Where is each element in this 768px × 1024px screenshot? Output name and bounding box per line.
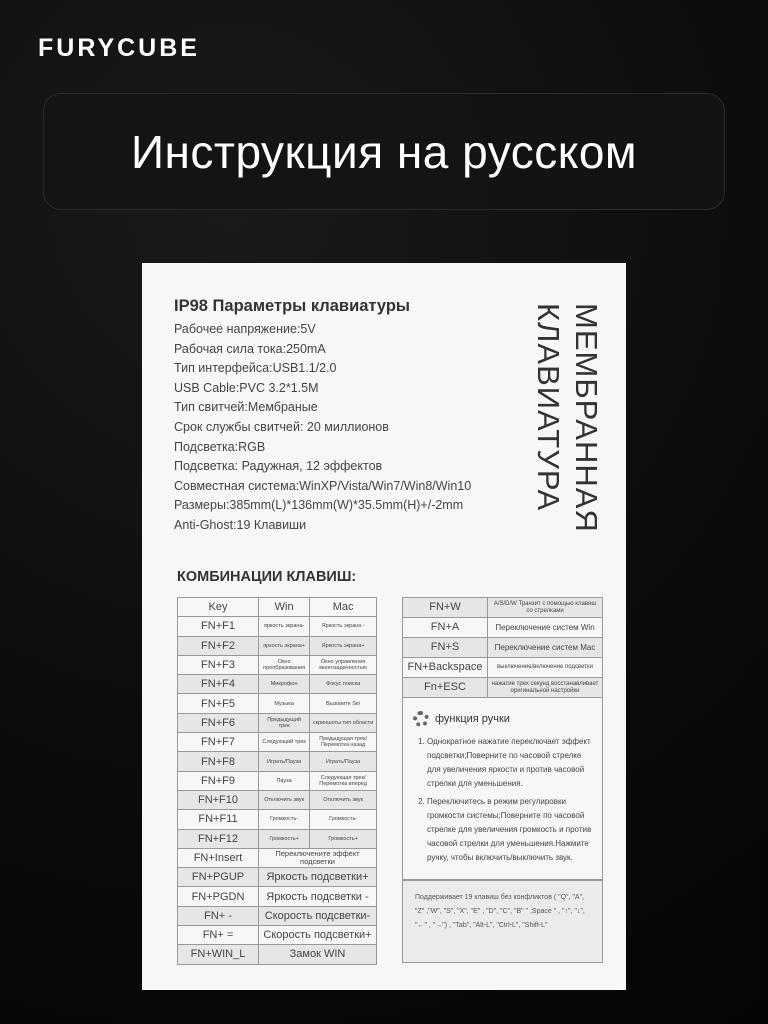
action-cell: Предыдущий трек xyxy=(259,713,310,732)
key-cell: FN+ - xyxy=(178,906,259,925)
action-cell: Яркость подсветки - xyxy=(259,887,377,906)
action-cell: Отключить звук xyxy=(310,790,377,809)
action-cell: Переключение систем Win xyxy=(488,618,603,638)
key-cell: FN+F10 xyxy=(178,790,259,809)
action-cell: Mac xyxy=(310,598,377,617)
action-cell: Громкость+ xyxy=(310,829,377,848)
table-row xyxy=(178,636,377,655)
key-cell: Key xyxy=(178,598,259,617)
combos-heading: КОМБИНАЦИИ КЛАВИШ: xyxy=(177,569,357,585)
key-cell: FN+S xyxy=(403,638,488,658)
key-cell: FN+F6 xyxy=(178,713,259,732)
action-cell: Окно управления многозадачностью xyxy=(310,655,377,674)
vertical-title xyxy=(530,303,610,543)
spec-item: USB Cable:PVC 3.2*1.5M xyxy=(174,380,319,395)
spec-list xyxy=(174,297,471,536)
table-row xyxy=(178,906,377,925)
title-banner xyxy=(43,93,725,210)
spec-item: Срок службы свитчей: 20 миллионов xyxy=(174,419,389,434)
table-row xyxy=(178,945,377,964)
table-row xyxy=(403,618,603,638)
table-row xyxy=(178,829,377,848)
spec-item: Рабочее напряжение:5V xyxy=(174,322,316,336)
table-row xyxy=(403,638,603,658)
action-cell: Играть/Пауза xyxy=(259,752,310,771)
action-cell: Яркость экрана+ xyxy=(310,636,377,655)
key-cell: FN+W xyxy=(403,598,488,618)
key-cell: FN+F5 xyxy=(178,694,259,713)
table-row xyxy=(178,771,377,790)
action-cell: Переключените эффект подсветки xyxy=(259,848,377,867)
table-row xyxy=(178,617,377,636)
table-row xyxy=(178,713,377,732)
action-cell: Играть/Пауза xyxy=(310,752,377,771)
spec-item: Anti-Ghost:19 Клавиши xyxy=(174,517,307,532)
action-cell: Яркость экрана - xyxy=(310,617,377,636)
action-cell: Яркость подсветки+ xyxy=(259,868,377,887)
key-cell: FN+PGDN xyxy=(178,887,259,906)
key-cell: FN+A xyxy=(403,618,488,638)
spec-item: Рабочая сила тока:250mA xyxy=(174,341,326,356)
action-cell: Пауза xyxy=(259,771,310,790)
spec-title: IP98 Параметры клавиатуры xyxy=(174,297,411,315)
key-cell: FN+F9 xyxy=(178,771,259,790)
key-cell: FN+F3 xyxy=(178,655,259,674)
table-row xyxy=(178,868,377,887)
action-cell: яркость экрана+ xyxy=(259,636,310,655)
spec-item: Подсветка:RGB xyxy=(174,439,266,454)
action-cell: Отключить звук xyxy=(259,790,310,809)
key-cell: FN+F2 xyxy=(178,636,259,655)
table-header xyxy=(178,598,377,617)
key-cell: FN+F7 xyxy=(178,733,259,752)
table-row xyxy=(178,887,377,906)
table-row xyxy=(178,752,377,771)
table-row xyxy=(178,694,377,713)
key-cell: FN+F12 xyxy=(178,829,259,848)
knob-section xyxy=(402,697,603,880)
brand-logo: FURYCUBE xyxy=(38,34,200,62)
table-row xyxy=(403,598,603,618)
action-cell: Музыка xyxy=(259,694,310,713)
table-row xyxy=(178,926,377,945)
spec-item: Подсветка: Радужная, 12 эффектов xyxy=(174,459,383,474)
action-cell: Переключение систем Mac xyxy=(488,638,603,658)
table-row xyxy=(403,658,603,678)
key-cell: FN+PGUP xyxy=(178,868,259,887)
key-cell: FN+ = xyxy=(178,926,259,945)
action-cell: Скорость подсветки+ xyxy=(259,926,377,945)
key-cell: FN+F8 xyxy=(178,752,259,771)
action-cell: скриншоты тип области xyxy=(310,713,377,732)
right-key-table xyxy=(402,597,603,698)
table-row xyxy=(178,675,377,694)
action-cell: Громкость+ xyxy=(259,829,310,848)
knob-icon xyxy=(413,711,429,727)
action-cell: Замок WIN xyxy=(259,945,377,964)
table-row xyxy=(178,790,377,809)
key-cell: FN+Backspace xyxy=(403,658,488,678)
key-cell: FN+F11 xyxy=(178,810,259,829)
action-cell: Следующий трек xyxy=(259,733,310,752)
action-cell: яркость экрана- xyxy=(259,617,310,636)
knob-item: 1. Однократное нажатие переключает эффект подсветки;Поверните по часовой стрелке для увеличения яркости и против часовой стрелки для уменьшения. xyxy=(427,735,592,791)
anti-ghost-note: Поддерживает 19 клавиш без конфликтов ( "Q", "A", "Z" ,"W", "S", "X", "E" , "D", "C", "B" " ,Space " , "↑", "↓", "←" , "→") , "Tab", "Alt-L", "Ctrl-L", "Shift-L" xyxy=(402,880,603,963)
action-cell: Предыдущая трек/ Перемотка назад xyxy=(310,733,377,752)
action-cell: выключение/включение подсветки xyxy=(488,658,603,678)
action-cell: Следующая трек/ Перемотка вперед xyxy=(310,771,377,790)
key-cell: FN+Insert xyxy=(178,848,259,867)
key-cell: FN+F4 xyxy=(178,675,259,694)
action-cell: нажатие трех секунд восстанавливает оригинальной настройки xyxy=(488,678,603,698)
table-row xyxy=(178,655,377,674)
action-cell: Громкость- xyxy=(259,810,310,829)
action-cell: Громкость- xyxy=(310,810,377,829)
knob-item: 2. Переключитесь в режим регулировки громкости системы;Поверните по часовой стрелке для увеличения громкость и против часовой стрелки для уменьшения.Нажмите ручку, чтобы включить/выключить звук. xyxy=(427,795,592,865)
spec-item: Размеры:385mm(L)*136mm(W)*35.5mm(H)+/-2mm xyxy=(174,498,464,513)
vertical-title-line: КЛАВИАТУРА xyxy=(531,303,566,512)
banner-title: Инструкция на русском xyxy=(130,126,638,178)
table-row xyxy=(178,733,377,752)
action-cell: A/S/D/W Транзит с помощью клавиш со стрелками xyxy=(488,598,603,618)
knob-title: функция ручки xyxy=(435,713,510,725)
table-row xyxy=(178,848,377,867)
action-cell: Вызовите Siri xyxy=(310,694,377,713)
action-cell: Скорость подсветки- xyxy=(259,906,377,925)
key-cell: FN+F1 xyxy=(178,617,259,636)
action-cell: Win xyxy=(259,598,310,617)
vertical-title-line: МЕМБРАННАЯ xyxy=(569,303,604,533)
key-cell: Fn+ESC xyxy=(403,678,488,698)
action-cell: Окно преобразования xyxy=(259,655,310,674)
key-cell: FN+WIN_L xyxy=(178,945,259,964)
spec-item: Тип свитчей:Мембраные xyxy=(174,400,318,415)
spec-item: Тип интерфейса:USB1.1/2.0 xyxy=(174,361,337,376)
table-row xyxy=(178,810,377,829)
table-row xyxy=(403,678,603,698)
action-cell: Фокус поиска xyxy=(310,675,377,694)
spec-item: Совместная система:WinXP/Vista/Win7/Win8/Win10 xyxy=(174,478,472,493)
action-cell: Микрофон xyxy=(259,675,310,694)
left-key-table xyxy=(177,597,377,965)
instruction-sheet xyxy=(142,263,626,990)
